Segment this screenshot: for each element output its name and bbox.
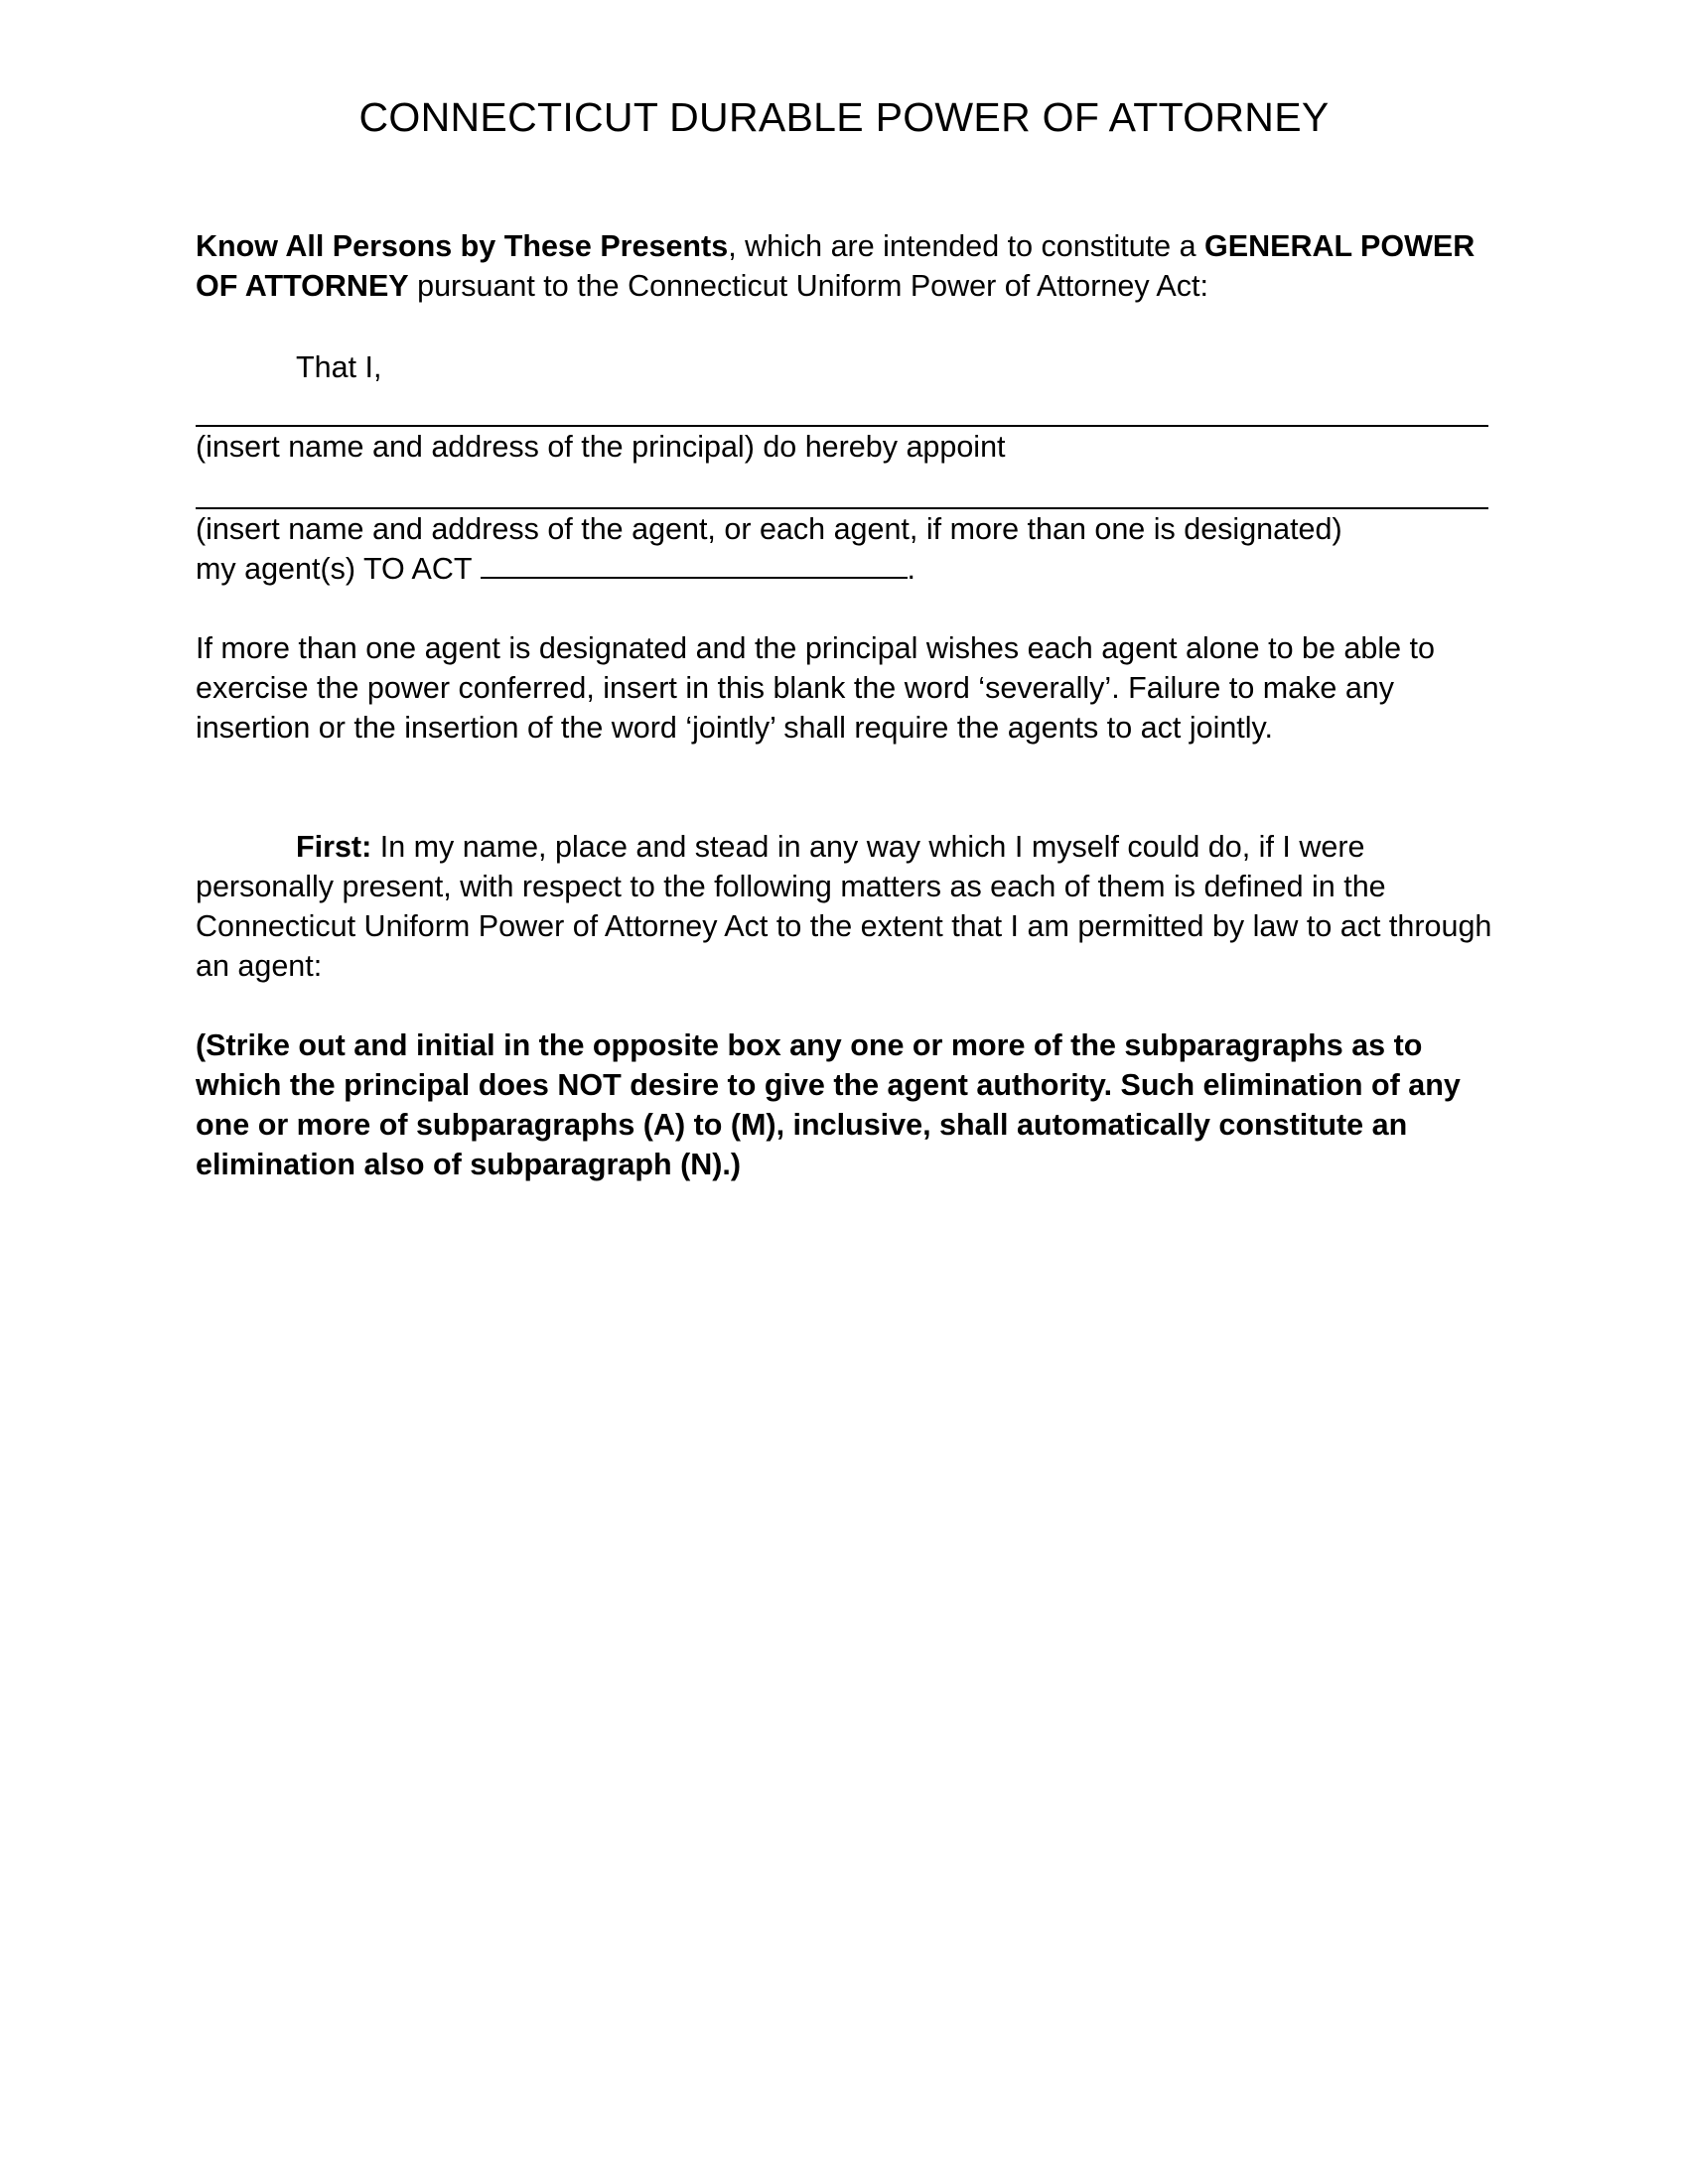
agent-note: (insert name and address of the agent, or each agent, if more than one is designated) bbox=[196, 512, 1342, 546]
principal-note: (insert name and address of the principal) do hereby appoint bbox=[196, 430, 1006, 464]
first-paragraph bbox=[196, 827, 1496, 986]
that-i-text: That I, bbox=[296, 350, 382, 384]
intro-paragraph bbox=[196, 226, 1496, 306]
intro-text-mid: , which are intended to constitute a bbox=[728, 229, 1205, 263]
document-title: CONNECTICUT DURABLE POWER OF ATTORNEY bbox=[358, 94, 1330, 140]
intro-bold-lead: Know All Persons by These Presents bbox=[196, 229, 729, 263]
to-act-label: my agent(s) TO ACT bbox=[196, 552, 473, 586]
to-act-end: . bbox=[907, 552, 916, 586]
agent-note-paragraph bbox=[196, 509, 1496, 589]
to-act-blank[interactable] bbox=[481, 549, 908, 579]
first-text: In my name, place and stead in any way which I myself could do, if I were personally present, with respect to the following matters as each of them is defined in the Connecticut Uniform Power of Attorney Act to the extent that I am permitted by law to act through an agent: bbox=[196, 830, 1492, 983]
intro-bold-gpa: GENERAL POWER OF ATTORNEY bbox=[196, 229, 1476, 303]
intro-text-end: pursuant to the Connecticut Uniform Power of Attorney Act: bbox=[408, 269, 1208, 303]
strike-instruction: (Strike out and initial in the opposite box any one or more of the subparagraphs as to which the principal does NOT desire to give the agent authority. Such elimination of any one or more of subparagraphs (A) to (M), inclusive, shall automatically constitute an elimination also of subparagraph (N).) bbox=[196, 1028, 1461, 1181]
to-act-line bbox=[196, 549, 1496, 589]
severally-paragraph: If more than one agent is designated and the principal wishes each agent alone to be able to exercise the power conferred, insert in this blank the word ‘severally’. Failure to make any insertion or the insertion of the word ‘jointly’ shall require the agents to act jointly. bbox=[196, 631, 1435, 745]
first-label: First: bbox=[296, 830, 372, 864]
